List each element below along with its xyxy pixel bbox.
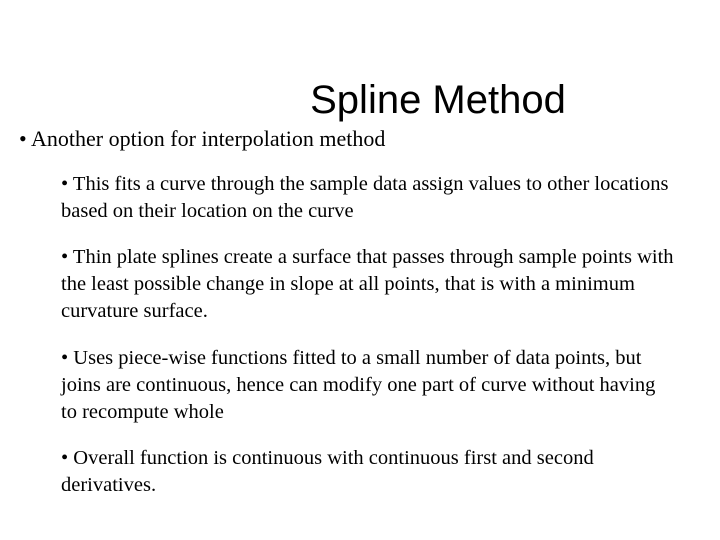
slide-title: [0, 76, 720, 124]
sub-bullet-curve-fit: • This fits a curve through the sample data assign values to other locations based on their location on the curve: [61, 173, 669, 222]
slide-title-text: Spline Method: [310, 78, 566, 122]
main-bullet: • Another option for interpolation method: [19, 126, 386, 151]
sub-bullet-continuity: • Overall function is continuous with continuous first and second derivatives.: [61, 447, 594, 496]
sub-bullet-thin-plate: • Thin plate splines create a surface that passes through sample points with the least possible change in slope at all points, that is with a minimum curvature surface.: [61, 246, 674, 322]
sub-bullet-piecewise: • Uses piece-wise functions fitted to a small number of data points, but joins are continuous, hence can modify one part of curve without having to recompute whole: [61, 347, 656, 423]
